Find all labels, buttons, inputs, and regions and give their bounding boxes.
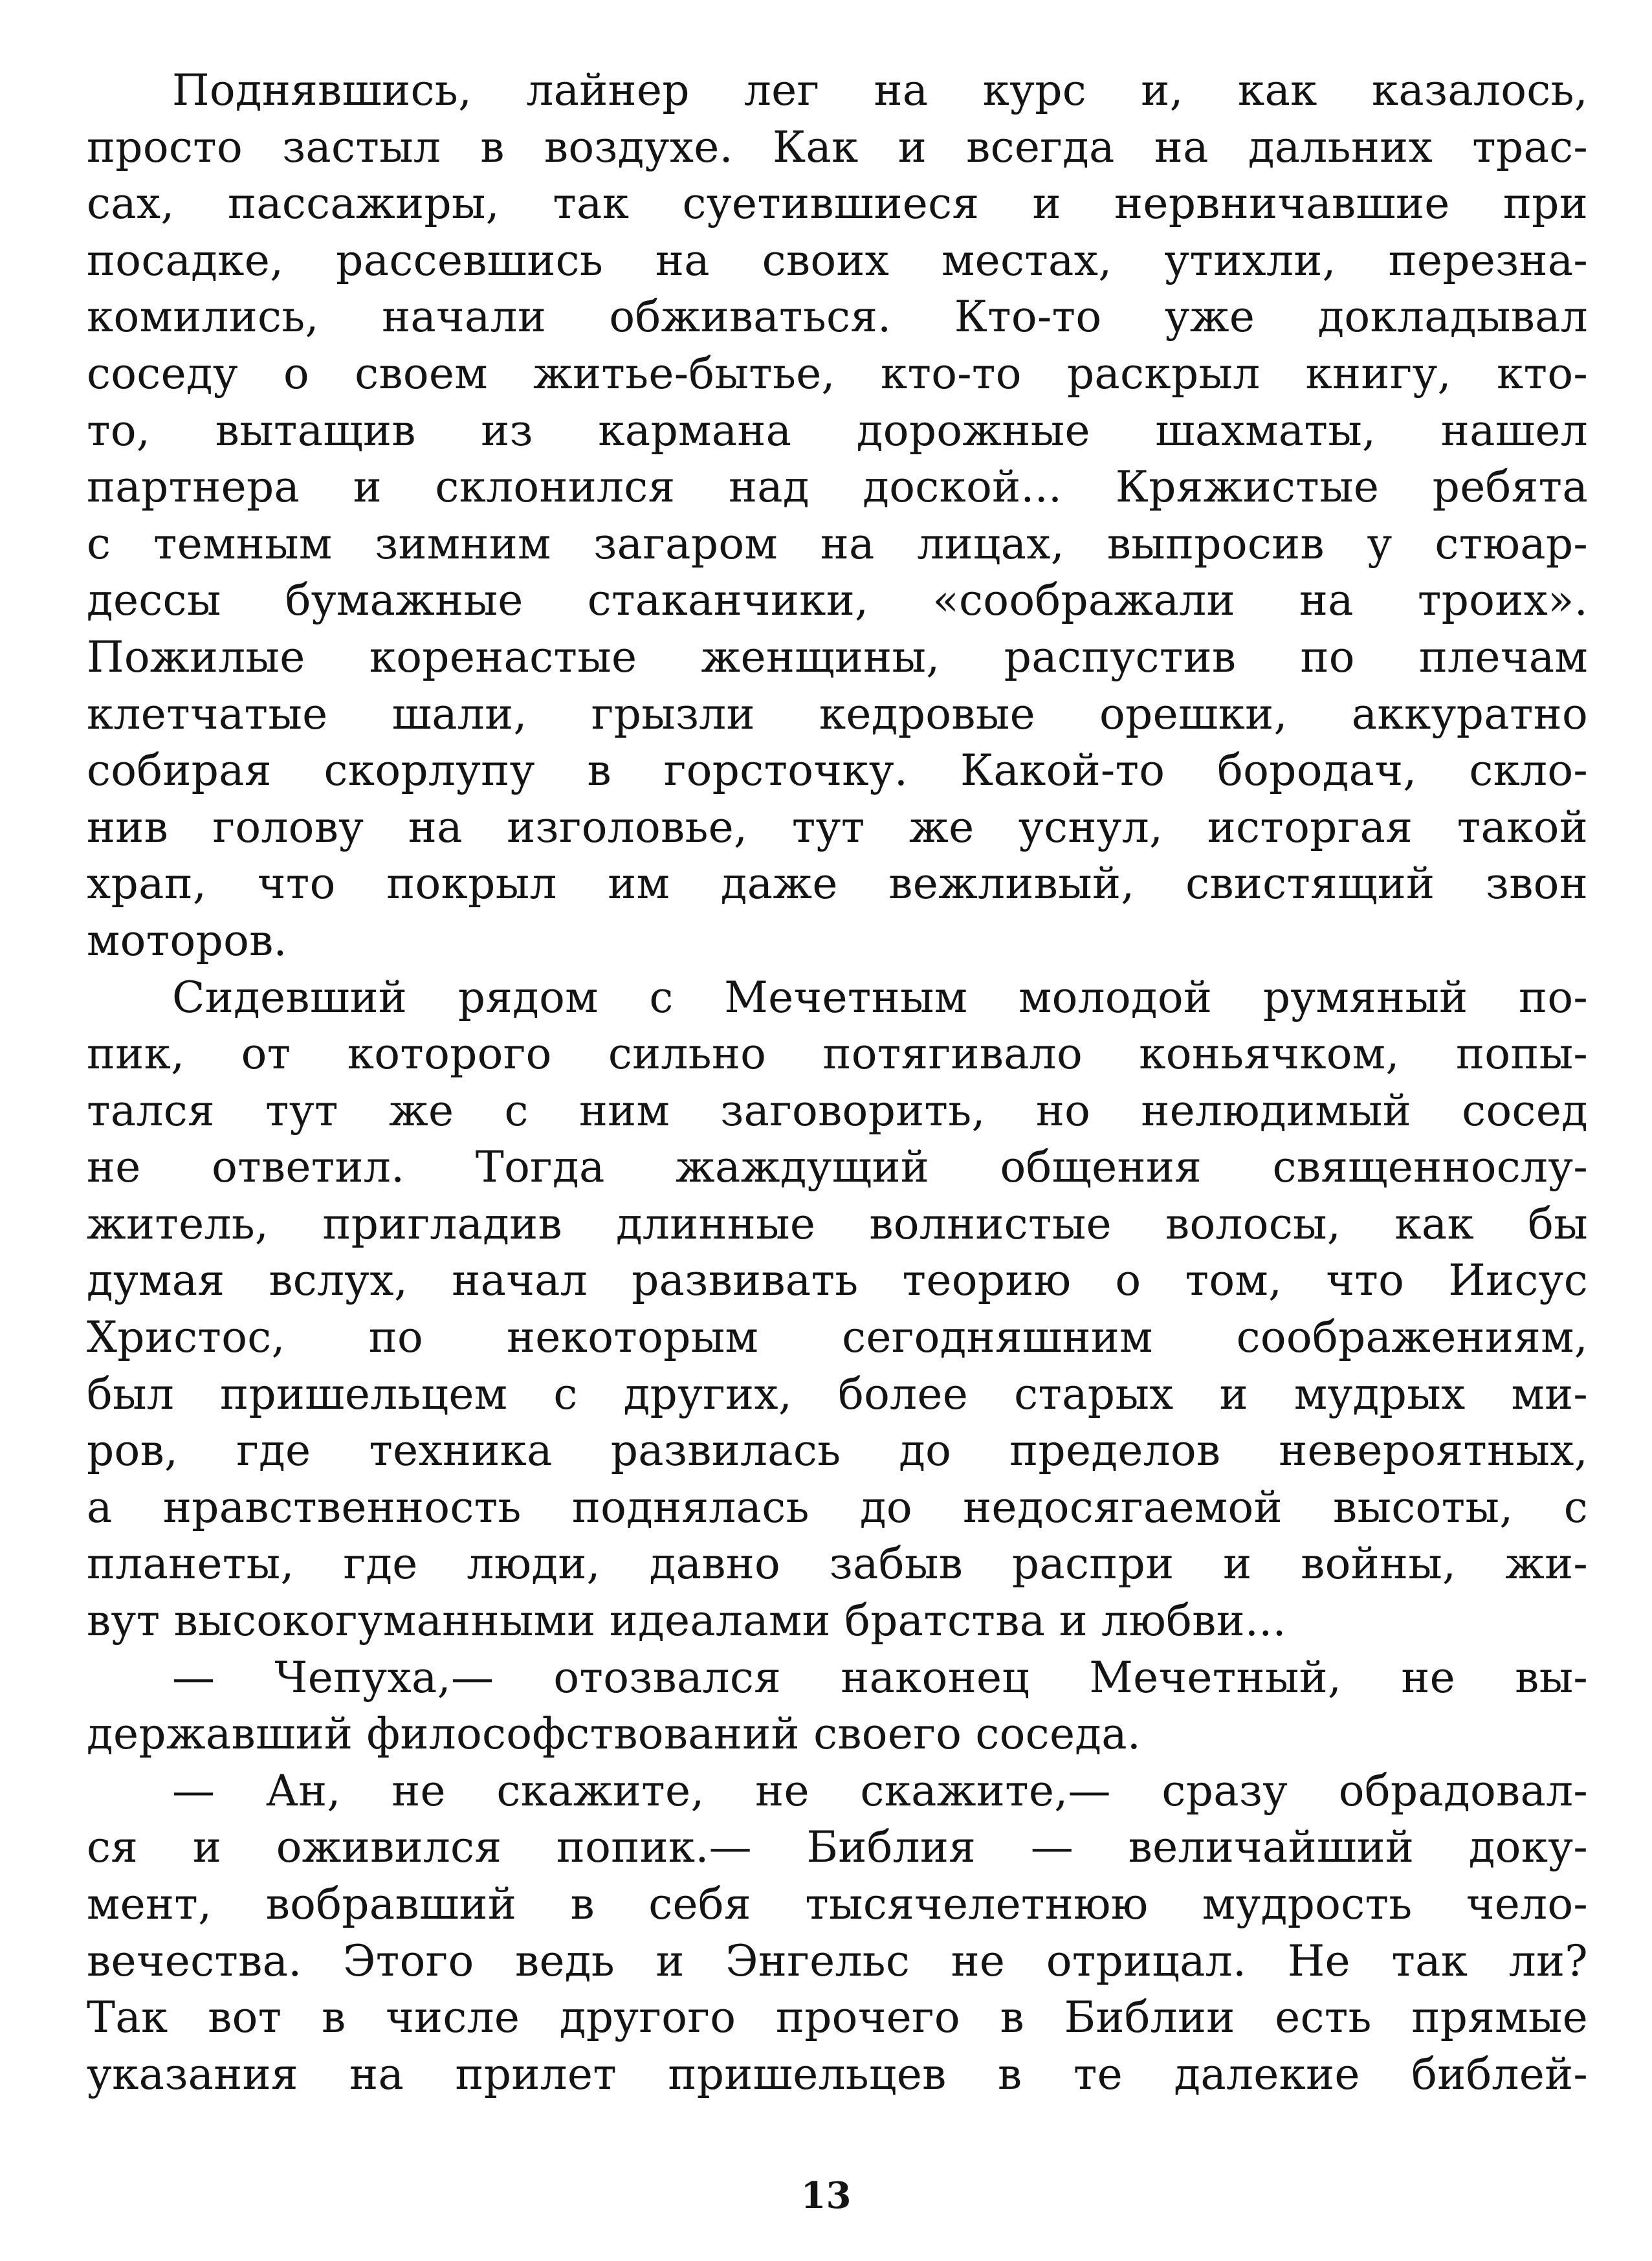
text-line: собирая скорлупу в горсточку. Какой-то бородач, скло- (87, 745, 1588, 796)
page-number: 13 (800, 2174, 852, 2217)
text-line: моторов. (87, 915, 287, 965)
text-line: житель, пригладив длинные волнистые волосы, как бы (87, 1198, 1588, 1249)
text-line: Христос, по некоторым сегодняшним соображениям, (87, 1312, 1588, 1363)
text-line: мент, вобравший в себя тысячелетнюю мудрость чело- (87, 1879, 1588, 1929)
paragraph (87, 969, 1588, 1649)
text-line: тался тут же с ним заговорить, но нелюдимый сосед (87, 1085, 1588, 1136)
text-line: был пришельцем с других, более старых и мудрых ми- (87, 1369, 1588, 1419)
text-line: вечества. Этого ведь и Энгельс не отрицал. Не так ли? (87, 1936, 1588, 1986)
paragraph (87, 1763, 1588, 2103)
text-line: вут высокогуманными идеалами братства и любви... (87, 1596, 1286, 1646)
text-line: Поднявшись, лайнер лег на курс и, как казалось, (172, 65, 1588, 115)
text-line: дессы бумажные стаканчики, «соображали на троих». (87, 575, 1588, 626)
paragraph (87, 62, 1588, 969)
text-line: то, вытащив из кармана дорожные шахматы, нашел (87, 405, 1588, 456)
body-text (87, 62, 1588, 2102)
text-line: планеты, где люди, давно забыв распри и войны, жи- (87, 1539, 1588, 1589)
text-line: ся и оживился попик.— Библия — величайший доку- (87, 1822, 1588, 1873)
text-line: державший философствований своего соседа. (87, 1709, 1141, 1759)
text-line: партнера и склонился над доской... Кряжистые ребята (87, 462, 1588, 513)
text-line: посадке, рассевшись на своих местах, утихли, перезна- (87, 235, 1588, 285)
text-line: не ответил. Тогда жаждущий общения священнослу- (87, 1142, 1588, 1193)
paragraph (87, 1649, 1588, 1763)
text-line: а нравственность поднялась до недосягаемой высоты, с (87, 1482, 1588, 1532)
text-line: пик, от которого сильно потягивало коньячком, попы- (87, 1029, 1588, 1079)
text-line: — Чепуха,— отозвался наконец Мечетный, не вы- (172, 1652, 1588, 1703)
text-line: думая вслух, начал развивать теорию о том, что Иисус (87, 1255, 1588, 1306)
text-line: просто застыл в воздухе. Как и всегда на дальних трас- (87, 122, 1588, 172)
text-line: соседу о своем житье-бытье, кто-то раскрыл книгу, кто- (87, 348, 1588, 399)
text-line: Пожилые коренастые женщины, распустив по плечам (87, 632, 1588, 682)
text-line: с темным зимним загаром на лицах, выпросив у стюар- (87, 518, 1588, 569)
text-line: указания на прилет пришельцев в те далекие библей- (87, 2049, 1588, 2099)
text-line: сах, пассажиры, так суетившиеся и нервничавшие при (87, 179, 1588, 229)
text-line: храп, что покрыл им даже вежливый, свистящий звон (87, 859, 1588, 909)
text-line: ров, где техника развилась до пределов невероятных, (87, 1426, 1588, 1476)
text-line: комились, начали обживаться. Кто-то уже докладывал (87, 292, 1588, 342)
text-line: — Ан, не скажите, не скажите,— сразу обрадовал- (172, 1765, 1588, 1816)
text-line: Так вот в числе другого прочего в Библии есть прямые (87, 1992, 1588, 2043)
text-line: Сидевший рядом с Мечетным молодой румяный по- (172, 972, 1588, 1022)
text-line: клетчатые шали, грызли кедровые орешки, аккуратно (87, 689, 1588, 739)
text-line: нив голову на изголовье, тут же уснул, исторгая такой (87, 802, 1588, 852)
